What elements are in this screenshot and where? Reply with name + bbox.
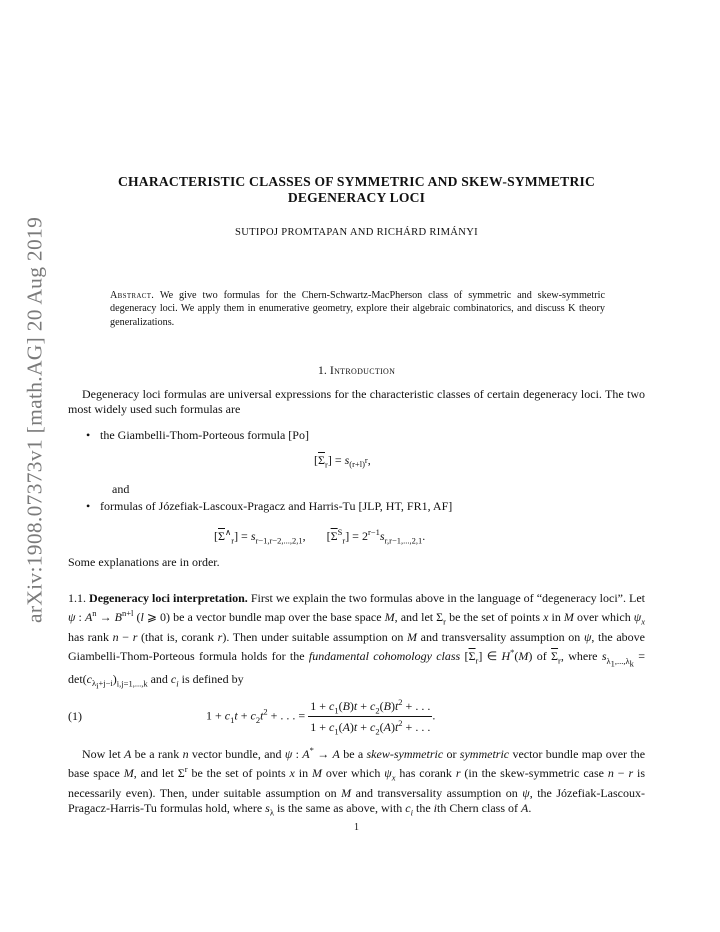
subsection-number: 1.1. bbox=[68, 591, 86, 605]
bullet-text-1: the Giambelli-Thom-Porteous formula [Po] bbox=[100, 428, 309, 442]
fraction: $\frac{1 + c_1(B)t + c_2(B)t^2 + . . .}{1 + c_1(A)t + c_2(A)t^2 + . . .}$ bbox=[310, 697, 431, 737]
title-line-2: DEGENERACY LOCI bbox=[287, 190, 426, 205]
bullet-item-1 bbox=[86, 428, 309, 443]
arxiv-stamp[interactable]: arXiv:1908.07373v1 [math.AG] 20 Aug 2019 bbox=[22, 216, 47, 624]
equation-jlp-ht: $[\overline{\Sigma}^\wedge_r] = s_{r-1,r-2,...,2,1}$, $[\overline{\Sigma}^S_r] = 2^{r-1}s_{r,r-1,...,2,1}$. bbox=[214, 527, 426, 546]
abstract bbox=[110, 289, 605, 329]
and-text: and bbox=[112, 482, 130, 496]
intro-paragraph-1: Degeneracy loci formulas are universal expressions for the characteristic classes of certain degeneracy loci. The two most widely used such formulas are bbox=[68, 387, 645, 417]
abstract-text: We give two formulas for the Chern-Schwartz-MacPherson class of symmetric and skew-symmetric degeneracy loci. We apply them in enumerative geometry, explore their algebraic combinatorics, and discuss K theory generalizations. bbox=[110, 290, 605, 328]
bullet-icon: • bbox=[86, 428, 91, 442]
equation-number: (1) bbox=[68, 709, 82, 723]
section-number: 1. bbox=[317, 363, 327, 377]
subsection-title: Degeneracy loci interpretation. bbox=[89, 591, 248, 605]
subsection-1-1-paragraph: 1.1. Degeneracy loci interpretation. First we explain the two formulas above in the language of “degeneracy loci”. Let ψ : $A^n \to B^{n+l}$ (l ⩾ 0) be a vector bundle map over the base space M, and let $\Sigma_r$ be the set of points x in M over which $\psi_x$ has rank n − r (that is, corank r). Then under suitable assumption on M and transversality assumption on ψ, the above Giambelli-Thom-Porteous formula holds for the fundamental cohomology class $[\overline{\Sigma}_r]$ ∈ H*(M) of $\overline{\Sigma}_r$, where $s_{\lambda_1,...,\lambda_k} = \det(c_{\lambda_i+j-i})_{i,j=1,...,k}$ and $c_i$ is defined by bbox=[68, 591, 646, 691]
bullet-item-2 bbox=[86, 499, 453, 514]
equation-chern-ratio: $1 + c_1t + c_2t^2$ + . . . = $\frac{1 + c_1(B)t + c_2(B)t^2 + . . .}{1 + c_1(A)t + c_2(A)t^2 + . . .}$ . bbox=[206, 697, 436, 737]
page-number: 1 bbox=[354, 822, 359, 833]
authors: SUTIPOJ PROMTAPAN AND RICHÁRD RIMÁNYI bbox=[235, 227, 478, 238]
section-heading bbox=[68, 363, 645, 378]
title-line-1: CHARACTERISTIC CLASSES OF SYMMETRIC AND SKEW-SYMMETRIC bbox=[118, 174, 595, 189]
bullet-icon: • bbox=[86, 499, 91, 513]
intro-paragraph-2: Some explanations are in order. bbox=[68, 555, 220, 569]
paper-title bbox=[68, 174, 645, 206]
bullet-text-2: formulas of Józefiak-Lascoux-Pragacz and Harris-Tu [JLP, HT, FR1, AF] bbox=[100, 499, 453, 513]
symmetric-paragraph: Now let A be a rank n vector bundle, and ψ : A* → A be a skew-symmetric or symmetric vector bundle map over the base space M, and let $\Sigma^r$ be the set of points x in M over which $\psi_x$ has corank r (in the skew-symmetric case n − r is necessarily even). Then, under suitable assumption on M and transversality assumption on ψ, the Józefiak-Lascoux-Pragacz-Harris-Tu formulas hold, where $s_\lambda$ is the same as above, with $c_i$ the ith Chern class of A. bbox=[68, 745, 646, 818]
section-title: Introduction bbox=[329, 363, 396, 377]
abstract-label: Abstract. bbox=[110, 290, 155, 301]
equation-porteous: $[\overline{\Sigma}_r] = s_{(r+l)^r}$, bbox=[314, 453, 371, 470]
